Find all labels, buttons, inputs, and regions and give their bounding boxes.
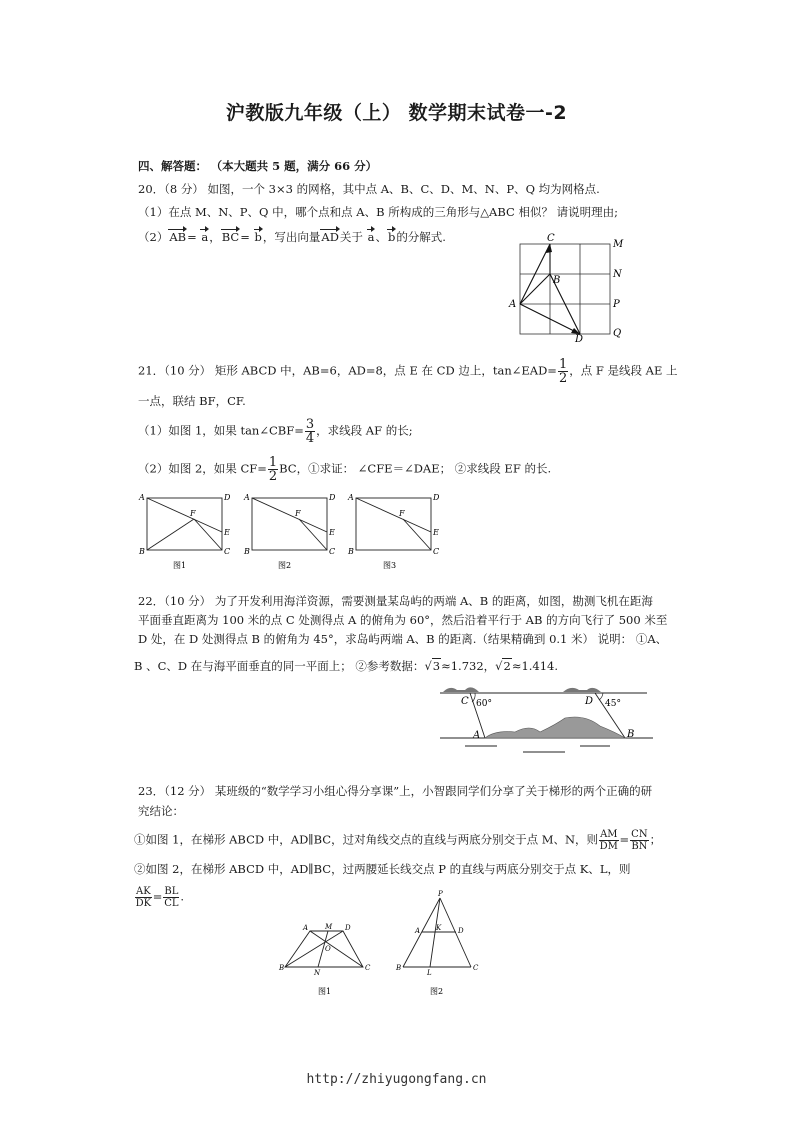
q23-f1-b: B <box>279 964 285 972</box>
q21-fig1-caption: 图1 <box>173 561 187 570</box>
q20-eq2: = <box>240 230 254 244</box>
vector-ab: AB <box>169 230 187 244</box>
page-title: 沪教版九年级（上） 数学期末试卷一-2 <box>225 102 568 124</box>
vector-a2: a <box>367 230 375 244</box>
f3-d: D <box>433 493 440 502</box>
q22-label-d: D <box>585 696 594 707</box>
q22-angle-45: 45° <box>605 699 621 709</box>
section-heading <box>138 158 377 174</box>
q20-label-p: P <box>613 299 620 310</box>
f1-b: B <box>139 547 145 556</box>
q20-mid: ，写出向量 <box>262 230 321 244</box>
q23-line4: ②如图 2，在梯形 ABCD 中，AD∥BC，过两腰延长线交点 P 的直线与两底分别交于点 K、L，则 <box>134 862 631 876</box>
frac-den: CL <box>164 898 179 909</box>
vector-a: a <box>201 230 209 244</box>
q22-approx2: ≈1.414. <box>511 659 559 673</box>
q21-part1-a: （1）如图 1，如果 tan∠CBF= <box>138 423 304 438</box>
vector-ad: AD <box>321 230 339 244</box>
q22-label-c: C <box>461 696 469 707</box>
q23-f2-d: D <box>458 927 464 935</box>
q23-semi: ； <box>649 832 662 847</box>
q23-frac-cn-bn <box>630 829 648 852</box>
q23-f2-k: K <box>436 924 442 932</box>
q21-stem2: 一点，联结 BF，CF. <box>138 394 246 408</box>
q22-label-a: A <box>473 730 481 741</box>
q23-fig2-caption: 图2 <box>430 987 444 996</box>
f2-e: E <box>329 528 335 537</box>
f1-e: E <box>224 528 230 537</box>
q20-label-c: C <box>547 233 555 244</box>
f3-a: A <box>348 493 354 502</box>
f2-c: C <box>329 547 336 556</box>
frac-den: DM <box>599 841 618 852</box>
q23-f2-c: C <box>473 964 479 972</box>
q23-f1-m: M <box>325 923 333 931</box>
q22-line4-a: B 、C、D 在与海平面垂直的同一平面上； ②参考数据： <box>134 659 425 673</box>
q20-about: 关于 <box>339 230 367 244</box>
q22-line3: D 处，在 D 处测得点 B 的俯角为 45°，求岛屿两端 A、B 的距离.（结果精确到 0.1 米） 说明： ①A、 <box>138 632 668 646</box>
q23-figures <box>275 888 490 1000</box>
vector-bc: BC <box>221 230 240 244</box>
q23-f1-d: D <box>345 924 351 932</box>
f1-a: A <box>139 493 145 502</box>
q22-line4: B 、C、D 在与海平面垂直的同一平面上； ②参考数据：√3≈1.732，√2≈1.414. <box>134 659 559 673</box>
q23-frac-ak-dk <box>135 886 152 909</box>
footer-url: http://zhiyugongfang.cn <box>306 1072 487 1087</box>
frac-den: BN <box>631 841 648 852</box>
q22-angle-60: 60° <box>476 699 492 709</box>
q21-part2-a: （2）如图 2，如果 CF= <box>138 461 267 476</box>
q20-tail: 的分解式. <box>396 230 446 244</box>
frac-den: DK <box>135 898 152 909</box>
q22-figure <box>435 680 660 762</box>
q20-stem: 20．（8 分） 如图，一个 3×3 的网格，其中点 A、B、C、D、M、N、P、Q 均为网格点. <box>138 182 600 196</box>
q23-eq1: = <box>619 832 630 847</box>
q20-label-a: A <box>509 299 517 310</box>
q23-f1-n: N <box>314 969 321 977</box>
q23-frac-am-dm <box>599 829 618 852</box>
f2-d: D <box>329 493 336 502</box>
q21-stem1-a: 21．（10 分） 矩形 ABCD 中，AB=6，AD=8，点 E 在 CD 边上，tan∠EAD= <box>138 363 557 378</box>
vector-b2: b <box>387 230 396 244</box>
q20-eq1: = <box>187 230 201 244</box>
f2-a: A <box>244 493 250 502</box>
sqrt-3: 3 <box>432 659 441 673</box>
section-note: （本大题共 5 题，满分 66 分） <box>210 159 378 173</box>
frac-num: AM <box>600 829 618 840</box>
q21-stem1-b: ，点 F 是线段 AE 上 <box>569 363 678 378</box>
q21-part2 <box>138 456 551 483</box>
q20-label-n: N <box>613 269 622 280</box>
q21-stem1 <box>138 358 678 385</box>
f1-c: C <box>224 547 231 556</box>
q23-f2-p: P <box>438 890 443 898</box>
vector-b: b <box>254 230 262 244</box>
f3-e: E <box>433 528 439 537</box>
q23-f2-l: L <box>427 969 432 977</box>
q21-part1-b: ，求线段 AF 的长; <box>316 423 413 438</box>
q22-label-b: B <box>627 729 635 740</box>
q21-figures <box>138 490 448 572</box>
q21-frac-2 <box>305 418 315 445</box>
q23-eq2: = <box>152 889 163 904</box>
frac-num: 1 <box>558 357 568 372</box>
q20-label-d: D <box>575 334 584 344</box>
sqrt-2: 2 <box>503 659 511 673</box>
q23-period: . <box>180 889 184 904</box>
q23-line5 <box>134 886 184 909</box>
section-label: 四、解答题： <box>138 159 207 173</box>
f3-b: B <box>348 547 354 556</box>
q23-f1-c: C <box>365 964 371 972</box>
q23-fig1-caption: 图1 <box>318 987 332 996</box>
frac-den: 2 <box>558 371 568 386</box>
q21-fig3-caption: 图3 <box>383 561 397 570</box>
q20-label-b: B <box>553 275 561 286</box>
q21-frac-1 <box>558 358 568 385</box>
q20-grid-figure <box>505 232 635 344</box>
q20-label-m: M <box>613 239 624 250</box>
frac-num: AK <box>136 886 151 897</box>
f1-d: D <box>224 493 231 502</box>
q23-line3 <box>134 829 661 852</box>
q23-line3-a: ①如图 1，在梯形 ABCD 中，AD∥BC，过对角线交点的直线与两底分别交于点 M、N，则 <box>134 832 599 847</box>
q21-frac-3 <box>268 456 278 483</box>
frac-num: BL <box>164 886 179 897</box>
q23-f2-b: B <box>396 964 402 972</box>
q20-label-q: Q <box>613 328 622 339</box>
q20-sep: ， <box>209 230 221 244</box>
frac-den: 2 <box>268 469 278 484</box>
q23-line2: 究结论： <box>138 804 184 818</box>
f2-b: B <box>244 547 250 556</box>
q20-part2 <box>138 229 446 245</box>
frac-num: CN <box>631 829 648 840</box>
q23-line1: 23．（12 分） 某班级的“数学学习小组心得分享课”上，小智跟同学们分享了关于梯形的两个正确的研 <box>138 784 653 798</box>
q21-fig2-caption: 图2 <box>278 561 292 570</box>
q23-f1-a: A <box>303 924 309 932</box>
f2-f: F <box>295 509 301 518</box>
frac-num: 1 <box>268 455 278 470</box>
f3-f: F <box>399 509 405 518</box>
q22-line1: 22．（10 分） 为了开发利用海洋资源，需要测量某岛屿的两端 A、B 的距离，如图，勘测飞机在距海 <box>138 594 653 608</box>
q22-approx1: ≈1.732， <box>441 659 496 673</box>
frac-num: 3 <box>305 417 315 432</box>
q22-line2: 平面垂直距离为 100 米的点 C 处测得点 A 的俯角为 60°，然后沿着平行于 AB 的方向飞行了 500 米至 <box>138 613 668 627</box>
frac-den: 4 <box>305 431 315 446</box>
q20-comma: 、 <box>375 230 387 244</box>
q21-part2-b: BC，①求证： ∠CFE＝∠DAE； ②求线段 EF 的长. <box>279 461 552 476</box>
q23-f2-a: A <box>415 927 421 935</box>
q23-f1-o: O <box>325 945 331 953</box>
f3-c: C <box>433 547 440 556</box>
f1-f: F <box>190 509 196 518</box>
q20-part1: （1）在点 M、N、P、Q 中，哪个点和点 A、B 所构成的三角形与△ABC 相似？ 请说明理由; <box>138 205 618 219</box>
q23-frac-bl-cl <box>163 886 179 909</box>
q20-part2-prefix: （2） <box>138 230 169 244</box>
q21-part1 <box>138 418 413 445</box>
